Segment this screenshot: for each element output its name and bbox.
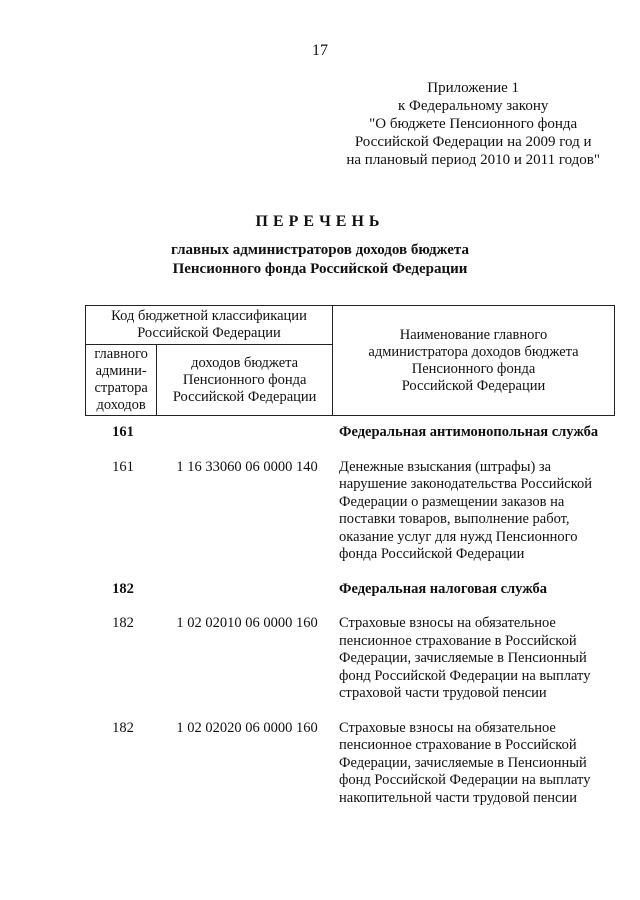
header-line: Пенсионного фонда <box>182 371 307 388</box>
admin-name <box>333 459 615 564</box>
name-line: Страховые взносы на обязательное <box>339 719 556 736</box>
admin-name <box>333 720 615 808</box>
income-code: 1 02 02010 06 0000 160 <box>176 615 318 631</box>
header-line: Код бюджетной классификации <box>111 308 307 324</box>
admin-name <box>333 424 615 442</box>
admin-column-header <box>86 345 157 416</box>
header-line: Российской Федерации <box>172 388 317 405</box>
table-header <box>85 305 615 416</box>
name-line: Федерации, зачисляемые в Пенсионный <box>339 754 587 771</box>
name-line: Федеральная антимонопольная служба <box>339 424 599 440</box>
admin-code: 182 <box>112 580 134 597</box>
admin-code: 161 <box>112 424 134 440</box>
header-line: администратора доходов бюджета <box>368 343 579 360</box>
header-line: главного <box>94 346 148 362</box>
name-line: фонда Российской Федерации <box>339 546 525 562</box>
header-line: Российской Федерации <box>401 377 546 394</box>
income-column-header <box>157 345 333 416</box>
header-line: Наименование главного <box>399 326 548 343</box>
admin-name <box>333 581 615 599</box>
subtitle-line: главных администраторов доходов бюджета <box>171 242 469 258</box>
name-line: пенсионное страхование в Российской <box>339 632 577 649</box>
name-line: Федерации о размещении заказов на <box>339 493 565 510</box>
document-title: ПЕРЕЧЕНЬ <box>255 213 385 230</box>
appendix-line: Приложение 1 <box>427 80 520 96</box>
table-row <box>85 720 615 808</box>
name-line: поставки товаров, выполнение работ, <box>339 511 570 527</box>
income-code: 1 02 02020 06 0000 160 <box>176 719 318 736</box>
name-line: Федеральная налоговая служба <box>339 580 548 597</box>
name-line: страховой части трудовой пенсии <box>339 685 547 701</box>
code-group-header <box>86 306 333 345</box>
name-line: фонд Российской Федерации на выплату <box>339 667 591 684</box>
name-line: нарушение законодательства Российской <box>339 476 593 492</box>
table-row <box>85 424 615 442</box>
table-row <box>85 459 615 564</box>
admin-name <box>333 615 615 703</box>
appendix-line: "О бюджете Пенсионного фонда <box>369 116 578 132</box>
document-subtitle <box>0 241 640 279</box>
admin-code: 161 <box>112 458 134 475</box>
admin-code: 182 <box>112 719 134 736</box>
appendix-line: на плановый период 2010 и 2011 годов" <box>346 152 600 168</box>
appendix-line: к Федеральному закону <box>397 98 549 114</box>
table-row <box>85 581 615 599</box>
name-line: Федерации, зачисляемые в Пенсионный <box>339 650 587 666</box>
appendix-line: Российской Федерации на 2009 год и <box>354 134 592 150</box>
header-line: доходов <box>96 397 146 413</box>
header-line: Пенсионного фонда <box>411 360 536 377</box>
table-body <box>85 424 615 807</box>
name-line: Страховые взносы на обязательное <box>339 615 556 631</box>
name-line: оказание услуг для нужд Пенсионного <box>339 528 578 545</box>
header-line: Российской Федерации <box>137 325 281 341</box>
admin-code: 182 <box>112 615 134 631</box>
header-line: стратора <box>94 380 148 396</box>
name-line: пенсионное страхование в Российской <box>339 737 577 753</box>
header-line: админи- <box>95 363 147 379</box>
name-line: Денежные взыскания (штрафы) за <box>339 458 552 475</box>
appendix-block <box>346 79 600 169</box>
income-code: 1 16 33060 06 0000 140 <box>176 458 318 475</box>
header-line: доходов бюджета <box>191 354 299 371</box>
name-line: фонд Российской Федерации на выплату <box>339 772 591 788</box>
page-number: 17 <box>312 42 328 59</box>
name-column-header <box>333 306 615 416</box>
table-row <box>85 615 615 703</box>
subtitle-line: Пенсионного фонда Российской Федерации <box>172 261 468 277</box>
name-line: накопительной части трудовой пенсии <box>339 789 578 806</box>
